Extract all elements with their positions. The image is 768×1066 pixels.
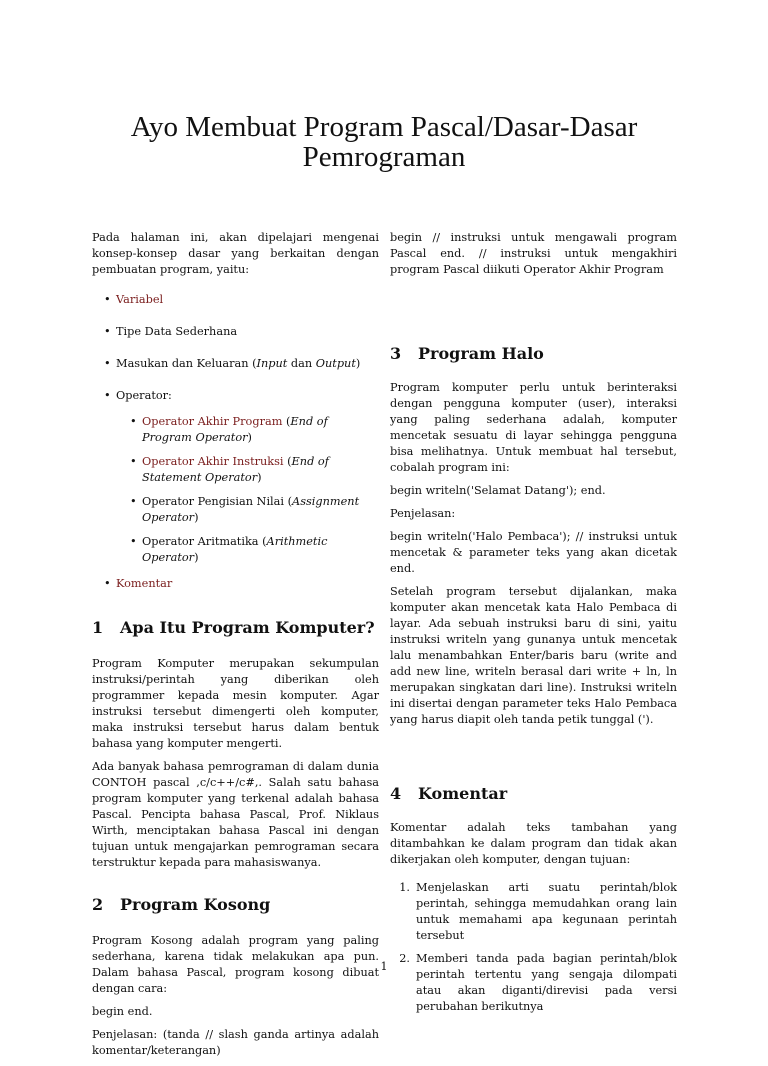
- list-item: • Komentar: [104, 577, 173, 590]
- section-3-code: begin writeln('Selamat Datang'); end.: [390, 484, 606, 497]
- list-item: 2. Memberi tanda pada bagian perintah/blok perintah tertentu yang sengaja dilompati atau akan diganti/direvisi pada versi perubahan berikutnya: [399, 952, 677, 1013]
- section-3-paragraph-4: Setelah program tersebut dijalankan, maka komputer akan mencetak kata Halo Pembaca di layar. Ada sebuah instruksi baru di sini, yaitu instruksi writeln yang gunanya untuk mencetak lalu menambahkan Enter/baris baru (write and add new line, writeln berasal dari write + ln, ln merupakan singkatan dari line). Instruksi writeln ini disertai dengan parameter teks Halo Pembaca yang harus diapit oleh tanda petik tunggal (').: [390, 585, 677, 726]
- page-title: Ayo Membuat Program Pascal/Dasar-Dasar Pemrograman: [130, 111, 638, 173]
- list-item: • Operator Pengisian Nilai (Assignment Operator): [130, 495, 360, 524]
- section-3-heading: 3 Program Halo: [390, 344, 544, 363]
- section-2-code: begin end.: [92, 1005, 153, 1018]
- section-4-paragraph: Komentar adalah teks tambahan yang ditambahkan ke dalam program dan tidak akan dikerjakan oleh komputer, dengan tujuan:: [390, 821, 677, 866]
- list-item: • Variabel: [104, 293, 164, 306]
- section-3-paragraph: Program komputer perlu untuk berinteraksi dengan pengguna komputer (user), interaksi yang paling sederhana adalah, komputer mencetak sesuatu di layar sehingga pengguna bisa melihatnya. Untuk membuat hal tersebut, cobalah program ini:: [390, 381, 677, 474]
- list-item: • Operator Aritmatika (Arithmetic Operator): [130, 535, 328, 564]
- operator-akhir-instruksi-link[interactable]: Operator Akhir Instruksi: [142, 455, 284, 468]
- program-kosong-continuation: begin // instruksi untuk mengawali program Pascal end. // instruksi untuk mengakhiri program Pascal diikuti Operator Akhir Program: [390, 231, 677, 276]
- section-1-paragraph-2: Ada banyak bahasa pemrograman di dalam dunia CONTOH pascal ,c/c++/c#,. Salah satu bahasa program komputer yang terkenal adalah bahasa Pascal. Pencipta bahasa Pascal, Prof. Niklaus Wirth, menciptakan bahasa Pascal ini dengan tujuan untuk mengajarkan pemrograman secara terstruktur kepada para mahasiswanya.: [92, 760, 379, 869]
- section-2-heading: 2 Program Kosong: [92, 895, 271, 914]
- komentar-purpose-list: [390, 880, 677, 1015]
- section-1-paragraph: Program Komputer merupakan sekumpulan instruksi/perintah yang diberikan oleh programmer kepada mesin komputer. Agar instruksi tersebut dimengerti oleh komputer, maka instruksi tersebut harus dalam bentuk bahasa yang komputer mengerti.: [92, 657, 379, 750]
- topic-list: [92, 292, 379, 592]
- list-item: • Operator Akhir Instruksi (End of Statement Operator): [130, 455, 329, 484]
- list-item: • Operator Akhir Program (End of Program Operator): [130, 415, 328, 444]
- operator-akhir-program-link[interactable]: Operator Akhir Program: [142, 415, 283, 428]
- list-item: • Tipe Data Sederhana: [104, 325, 238, 338]
- section-2-paragraph-2: Penjelasan: (tanda // slash ganda artinya adalah komentar/keterangan): [92, 1028, 379, 1057]
- komentar-link[interactable]: Komentar: [116, 577, 173, 590]
- operator-sublist: [118, 414, 379, 566]
- section-1-heading: 1 Apa Itu Program Komputer?: [92, 618, 375, 637]
- section-3-paragraph-3: begin writeln('Halo Pembaca'); // instruksi untuk mencetak & parameter teks yang akan dicetak end.: [390, 530, 677, 575]
- page-number: 1: [380, 960, 388, 973]
- section-3-paragraph-2: Penjelasan:: [390, 507, 456, 520]
- left-column: [92, 230, 379, 1066]
- list-item: • Operator: • Operator Akhir Program (End of Program Operator) • Operator Akhir Instruksi (End of Statement Operator) • Operator Pengisian Nilai (Assignment Operator) • Operator Aritmatika (Arithmetic Operator): [92, 388, 379, 566]
- section-4-heading: 4 Komentar: [390, 784, 508, 803]
- section-2-paragraph: Program Kosong adalah program yang paling sederhana, karena tidak melakukan apa pun. Dalam bahasa Pascal, program kosong dibuat dengan cara:: [92, 934, 379, 995]
- list-item: • Masukan dan Keluaran (Input dan Output): [104, 357, 361, 370]
- variabel-link[interactable]: Variabel: [116, 293, 164, 306]
- intro-paragraph: Pada halaman ini, akan dipelajari mengenai konsep-konsep dasar yang berkaitan dengan pembuatan program, yaitu:: [92, 231, 379, 276]
- right-column: [390, 230, 677, 1022]
- list-item: 1. Menjelaskan arti suatu perintah/blok perintah, sehingga memudahkan orang lain untuk memahami apa kegunaan perintah tersebut: [399, 881, 677, 942]
